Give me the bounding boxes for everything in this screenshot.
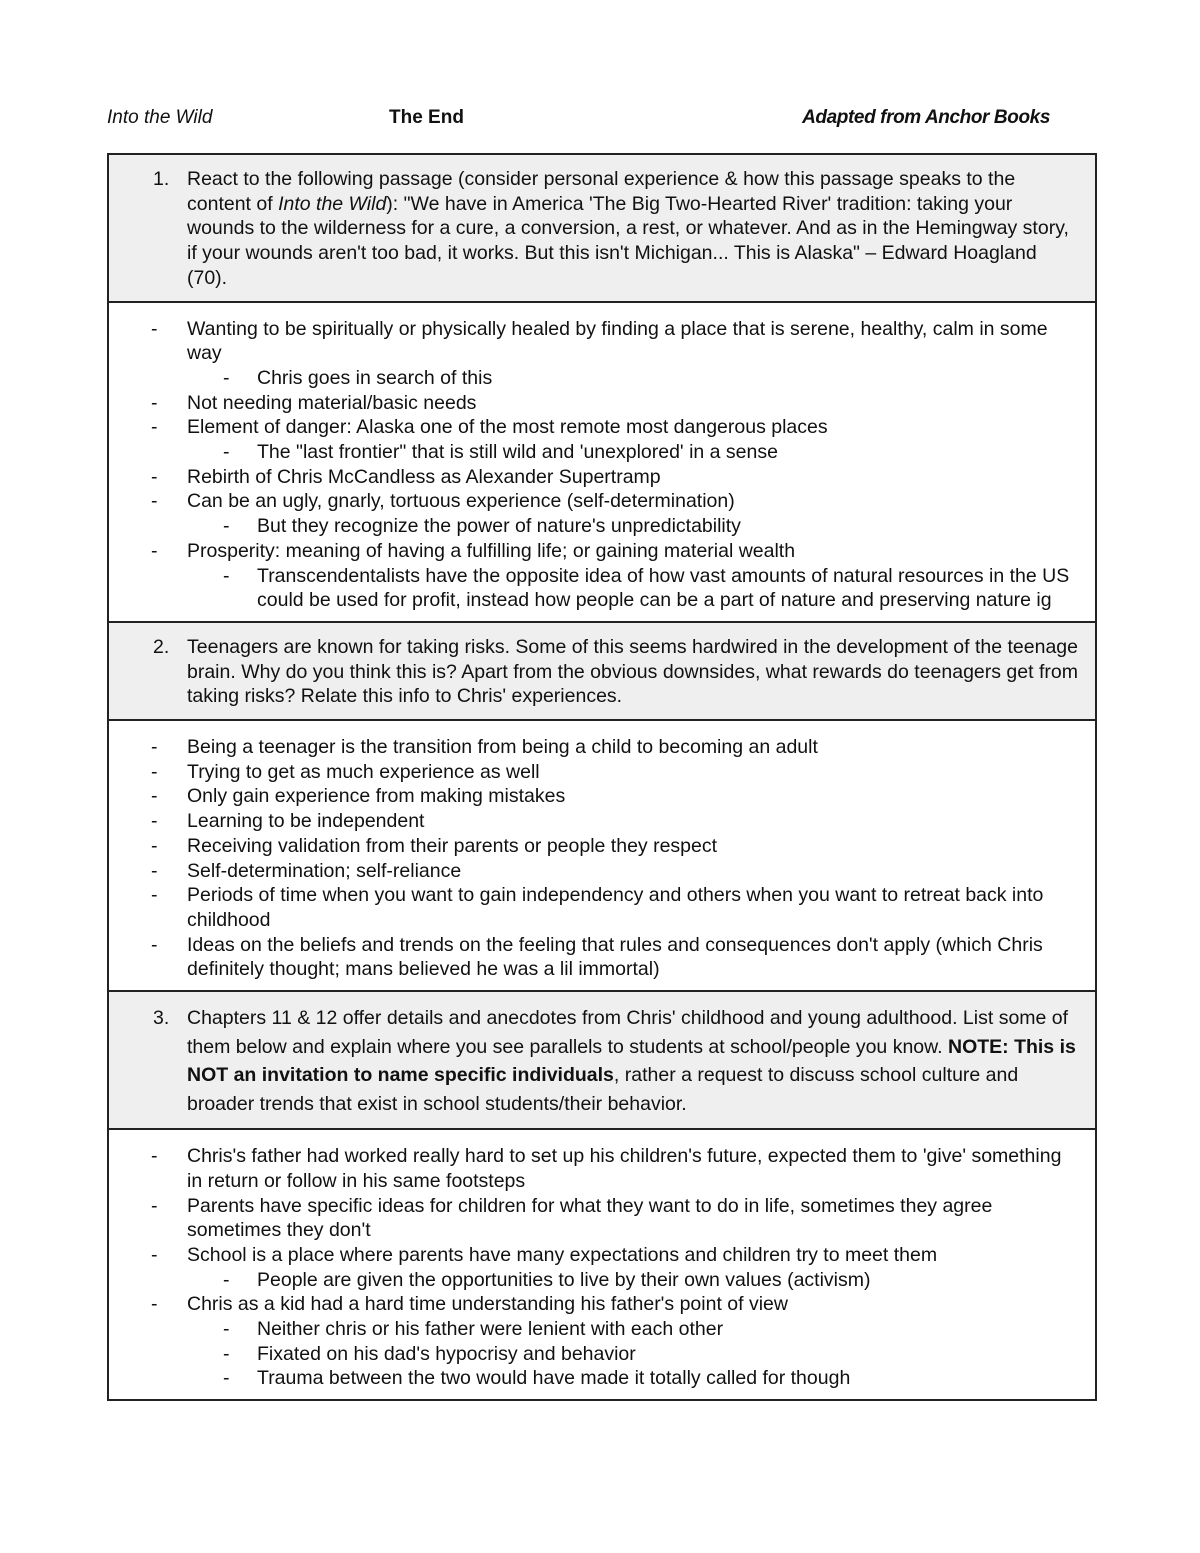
answer-3-row (109, 1130, 1095, 1401)
bullet-dash: - (151, 736, 158, 759)
bullet-dash: - (151, 1293, 158, 1316)
list-item: - The "last frontier" that is still wild and 'unexplored' in a sense (223, 441, 778, 464)
list-item: - Neither chris or his father were lenient with each other (223, 1318, 724, 1341)
list-item: - People are given the opportunities to live by their own values (activism) (223, 1268, 871, 1291)
bullet-dash: - (223, 1268, 230, 1291)
bullet-dash: - (223, 1318, 230, 1341)
bullet-dash: - (151, 416, 158, 439)
bullet-dash: - (151, 1243, 158, 1266)
list-item: - Fixated on his dad's hypocrisy and behavior (223, 1342, 636, 1365)
list-item: - Chris as a kid had a hard time understanding his father's point of view (151, 1293, 788, 1316)
question-3-row (109, 992, 1095, 1130)
bullet-dash: - (223, 1367, 230, 1390)
bullet-dash: - (151, 1194, 158, 1217)
list-item: - Not needing material/basic needs (151, 391, 477, 414)
list-item: - Self-determination; self-reliance (151, 859, 462, 882)
list-item: - Learning to be independent (151, 810, 425, 833)
list-item: - Transcendentalists have the opposite idea of how vast amounts of natural resources in the US could be used for profit, instead how people can be a part of nature and preserving nature ig (223, 564, 1070, 612)
question-number: 2. (153, 635, 170, 658)
list-item: - Wanting to be spiritually or physically healed by finding a place that is serene, healthy, calm in some way (151, 317, 1048, 365)
bullet-dash: - (151, 490, 158, 513)
header-section: The End (389, 107, 464, 128)
list-item: - Being a teenager is the transition from being a child to becoming an adult (151, 736, 818, 759)
list-item: - Parents have specific ideas for children for what they want to do in life, sometimes they agree sometimes they don't (151, 1194, 993, 1242)
bullet-dash: - (151, 539, 158, 562)
bullet-dash: - (223, 441, 230, 464)
bullet-dash: - (151, 884, 158, 907)
bullet-dash: - (151, 810, 158, 833)
bullet-dash: - (151, 391, 158, 414)
bullet-dash: - (151, 317, 158, 340)
list-item: - Only gain experience from making mistakes (151, 785, 566, 808)
list-item: - Receiving validation from their parents or people they respect (151, 834, 718, 857)
list-item: - Ideas on the beliefs and trends on the feeling that rules and consequences don't apply (which Chris definitely thought; mans believed he was a lil immortal) (151, 933, 1043, 981)
list-item: - Periods of time when you want to gain independency and others when you want to retreat back into childhood (151, 884, 1044, 931)
bullet-dash: - (151, 1145, 158, 1168)
list-item: - Element of danger: Alaska one of the most remote most dangerous places (151, 416, 828, 439)
list-item: - Chris goes in search of this (223, 366, 493, 389)
list-item: - School is a place where parents have many expectations and children try to meet them (151, 1243, 938, 1266)
list-item: - Rebirth of Chris McCandless as Alexander Supertramp (151, 465, 661, 488)
bullet-dash: - (151, 933, 158, 956)
list-item: - Trauma between the two would have made it totally called for though (223, 1367, 851, 1390)
bullet-dash: - (151, 834, 158, 857)
list-item: - Can be an ugly, gnarly, tortuous experience (self-determination) (151, 490, 735, 513)
bullet-dash: - (223, 515, 230, 538)
question-1-text: 1. React to the following passage (consider personal experience & how this passage speaks to the content of Into the Wild): "We have in America 'The Big Two-Hearted River' tradition: taking your wounds to the wilderness for a cure, a conversion, a rest, or whatever. And as in the Hemingway story, if your wounds aren't too bad, it works. But this isn't Michigan... This is Alaska" – Edward Hoagland (70). (153, 168, 1069, 289)
question-1-row (109, 155, 1095, 303)
bullet-dash: - (151, 465, 158, 488)
question-3-text: 3. Chapters 11 & 12 offer details and anecdotes from Chris' childhood and young adulthood. List some of them below and explain where you see parallels to students at school/people you know. NOTE: This is NOT an invitation to name specific individuals, rather a request to discuss school culture and broader trends that exist in school students/their behavior. (109, 1004, 1081, 1118)
list-item: - Trying to get as much experience as well (151, 760, 540, 783)
bullet-dash: - (223, 1342, 230, 1365)
bullet-dash: - (151, 760, 158, 783)
bullet-dash: - (151, 859, 158, 882)
answer-2-row (109, 721, 1095, 992)
header-source: Adapted from Anchor Books (802, 107, 1050, 128)
list-item: - Prosperity: meaning of having a fulfilling life; or gaining material wealth (151, 539, 796, 562)
list-item: - Chris's father had worked really hard to set up his children's future, expected them to 'give' something in return or follow in his same footsteps (151, 1145, 1062, 1192)
question-number: 3. (153, 1007, 170, 1030)
question-2-row (109, 623, 1095, 721)
list-item: - But they recognize the power of nature's unpredictability (223, 515, 741, 538)
bullet-dash: - (223, 366, 230, 389)
question-2-text: 2. Teenagers are known for taking risks. Some of this seems hardwired in the development of the teenage brain. Why do you think this is? Apart from the obvious downsides, what rewards do teenagers get from taking risks? Relate this info to Chris' experiences. (153, 635, 1078, 708)
header-title: Into the Wild (107, 107, 213, 128)
bullet-dash: - (151, 785, 158, 808)
question-number: 1. (153, 168, 170, 190)
bullet-dash: - (223, 564, 230, 587)
answer-1-row (109, 303, 1095, 623)
worksheet-table (107, 153, 1097, 1401)
note-emphasis: NOTE: This is NOT an invitation to name specific individuals (187, 1035, 1076, 1087)
